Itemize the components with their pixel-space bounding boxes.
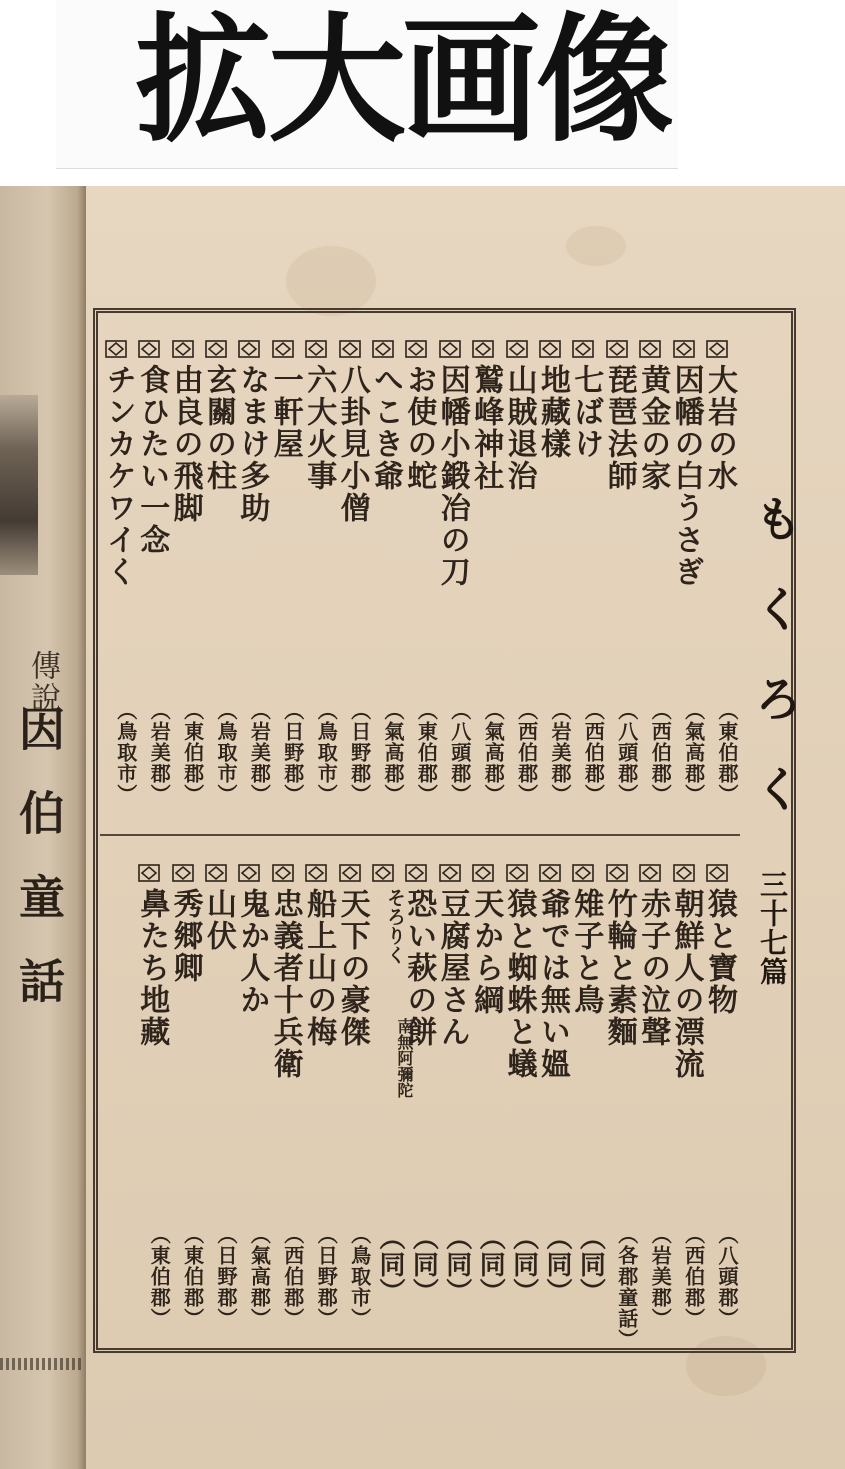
diamond-mark-icon xyxy=(506,340,528,358)
story-origin: （同） xyxy=(508,1224,539,1305)
diamond-mark-icon xyxy=(673,340,695,358)
diamond-mark-icon xyxy=(472,864,494,882)
story-origin: （同） xyxy=(441,1224,472,1305)
story-title: そろりく xyxy=(384,888,406,964)
diamond-mark-icon xyxy=(138,340,160,358)
story-title: 朝鮮人の漂流 xyxy=(668,888,704,1080)
story-origin: （氣高郡） xyxy=(247,1224,272,1329)
left-page-photo xyxy=(0,395,38,575)
story-title: 因幡小鍛冶の刀 xyxy=(434,364,470,588)
diamond-mark-icon xyxy=(606,340,628,358)
story-title: 黄金の家 xyxy=(635,364,671,492)
diamond-mark-icon xyxy=(572,340,594,358)
story-title: 玄關の柱 xyxy=(201,364,236,492)
story-origin: （日野郡） xyxy=(347,700,372,805)
story-title: チンカケワイく xyxy=(100,364,136,588)
diamond-mark-icon xyxy=(539,340,561,358)
story-title: 船上山の梅 xyxy=(301,888,337,1048)
story-title: 琵琶法師 xyxy=(601,364,637,492)
story-origin: （同） xyxy=(575,1224,606,1305)
story-title: 食ひたい一念 xyxy=(134,364,170,556)
banner-title: 拡大画像 xyxy=(134,0,671,161)
diamond-mark-icon xyxy=(405,864,427,882)
diamond-mark-icon xyxy=(372,864,394,882)
diamond-mark-icon xyxy=(238,864,260,882)
story-title: 七ばけ xyxy=(568,364,604,460)
story-title: 秀郷卿 xyxy=(167,888,203,984)
story-origin: （西伯郡） xyxy=(581,700,606,805)
diamond-mark-icon xyxy=(272,864,294,882)
story-origin: （日野郡） xyxy=(214,1224,238,1329)
story-origin: （八頭郡） xyxy=(614,700,639,805)
toc-divider xyxy=(100,834,740,836)
story-title: 山賊退治 xyxy=(501,364,537,492)
diamond-mark-icon xyxy=(138,864,160,882)
story-title: 地藏樣 xyxy=(535,364,570,460)
diamond-mark-icon xyxy=(205,340,227,358)
diamond-mark-icon xyxy=(472,340,494,358)
story-title: へこき爺 xyxy=(368,364,403,492)
story-origin: （八頭郡） xyxy=(715,1224,739,1329)
story-origin: （岩美郡） xyxy=(548,700,572,805)
story-title: 爺では無い媼 xyxy=(535,888,570,1080)
story-title: 山伏 xyxy=(201,888,236,952)
story-title: 天下の豪傑 xyxy=(334,888,370,1048)
story-title: 八卦見小僧 xyxy=(334,364,370,524)
diamond-mark-icon xyxy=(172,340,194,358)
story-title: 鷲峰神社 xyxy=(468,364,504,492)
story-title: 由良の飛脚 xyxy=(167,364,203,524)
story-origin: （同） xyxy=(375,1224,405,1305)
left-page-ornament xyxy=(0,1358,84,1370)
diamond-mark-icon xyxy=(606,864,628,882)
story-title: 一軒屋 xyxy=(267,364,303,460)
diamond-mark-icon xyxy=(673,864,695,882)
diamond-mark-icon xyxy=(572,864,594,882)
story-title: 忠義者十兵衛 xyxy=(267,888,303,1080)
story-title: 恐い萩の餅 xyxy=(401,888,437,1048)
story-origin: （氣高郡） xyxy=(481,700,506,805)
left-page-title: 因伯童話 xyxy=(12,705,66,1041)
diamond-mark-icon xyxy=(539,864,561,882)
story-title: 赤子の泣聲 xyxy=(635,888,671,1048)
story-title: 大岩の水 xyxy=(702,364,737,492)
story-origin: （同） xyxy=(408,1224,439,1305)
story-origin: （同） xyxy=(475,1224,506,1305)
story-title: 雉子と鳥 xyxy=(568,888,604,1016)
story-title: 猿と寶物 xyxy=(702,888,737,1016)
diamond-mark-icon xyxy=(506,864,528,882)
story-origin: （日野郡） xyxy=(280,700,305,805)
story-origin: （西伯郡） xyxy=(514,700,539,805)
left-page-label: 傳說 xyxy=(25,650,60,714)
diamond-mark-icon xyxy=(639,340,661,358)
story-origin: （東伯郡） xyxy=(715,700,739,805)
diamond-mark-icon xyxy=(706,340,728,358)
story-origin: （西伯郡） xyxy=(648,700,673,805)
story-origin: （西伯郡） xyxy=(280,1224,305,1329)
story-origin: （岩美郡） xyxy=(147,700,172,805)
story-title: 竹輪と素麵 xyxy=(601,888,637,1048)
story-origin: （鳥取市） xyxy=(214,700,238,805)
story-origin: （日野郡） xyxy=(314,1224,339,1329)
diamond-mark-icon xyxy=(238,340,260,358)
story-origin: （東伯郡） xyxy=(147,1224,172,1329)
story-origin: （東伯郡） xyxy=(180,1224,205,1329)
diamond-mark-icon xyxy=(205,864,227,882)
diamond-mark-icon xyxy=(305,864,327,882)
story-origin: （岩美郡） xyxy=(247,700,272,805)
story-title: お使の蛇 xyxy=(401,364,437,492)
story-origin: （各郡童話） xyxy=(614,1224,639,1350)
diamond-mark-icon xyxy=(439,340,461,358)
story-title: 豆腐屋さん xyxy=(434,888,470,1048)
story-origin: （鳥取市） xyxy=(314,700,339,805)
diamond-mark-icon xyxy=(339,340,361,358)
story-subtitle: 南無阿彌陀 xyxy=(395,1018,414,1098)
diamond-mark-icon xyxy=(339,864,361,882)
story-title: 六大火事 xyxy=(301,364,337,492)
story-title: 鬼か人か xyxy=(234,888,270,1016)
story-title: 鼻たち地藏 xyxy=(134,888,170,1048)
story-title: なまけ多助 xyxy=(234,364,270,524)
story-title: 因幡の白うさぎ xyxy=(668,364,704,588)
story-origin: （東伯郡） xyxy=(180,700,205,805)
story-title: 猿と蜘蛛と蟻 xyxy=(501,888,537,1080)
story-origin: （氣高郡） xyxy=(681,700,706,805)
diamond-mark-icon xyxy=(372,340,394,358)
diamond-mark-icon xyxy=(305,340,327,358)
diamond-mark-icon xyxy=(639,864,661,882)
toc-heading: もくろく xyxy=(746,494,802,854)
story-origin: （西伯郡） xyxy=(681,1224,706,1329)
story-origin: （同） xyxy=(542,1224,572,1305)
diamond-mark-icon xyxy=(405,340,427,358)
story-origin: （鳥取市） xyxy=(347,1224,372,1329)
diamond-mark-icon xyxy=(706,864,728,882)
story-origin: （鳥取市） xyxy=(113,700,138,805)
story-title: 天から綱 xyxy=(468,888,504,1016)
diamond-mark-icon xyxy=(272,340,294,358)
story-origin: （東伯郡） xyxy=(414,700,439,805)
diamond-mark-icon xyxy=(439,864,461,882)
zoom-banner xyxy=(56,0,678,169)
diamond-mark-icon xyxy=(105,340,127,358)
story-origin: （八頭郡） xyxy=(447,700,472,805)
story-count: 三十七篇 xyxy=(756,870,789,986)
diamond-mark-icon xyxy=(172,864,194,882)
story-origin: （岩美郡） xyxy=(648,1224,673,1329)
story-origin: （氣高郡） xyxy=(381,700,405,805)
